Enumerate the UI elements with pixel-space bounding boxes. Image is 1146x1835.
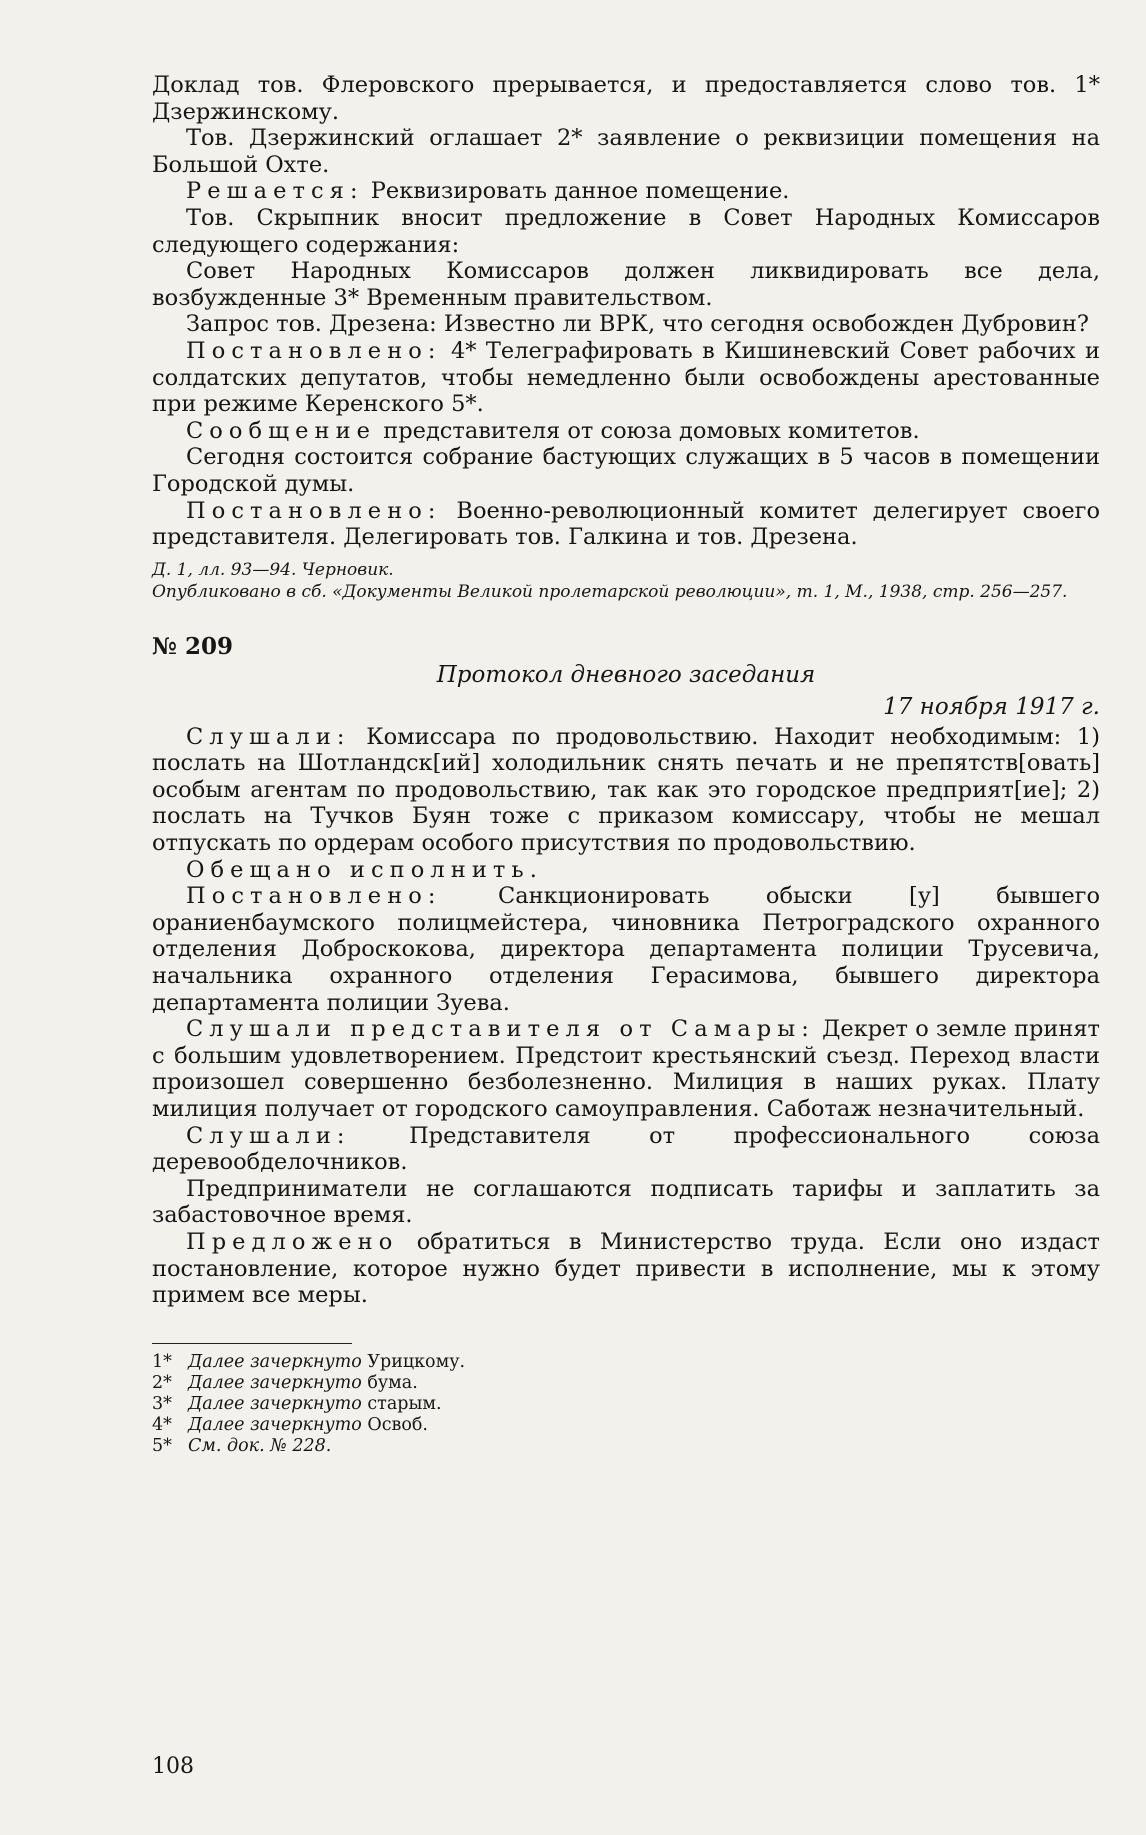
paragraph: Предприниматели не соглашаются подписать тарифы и заплатить за забастовочное время. (152, 1175, 1100, 1229)
footnote: 2* Далее зачеркнуто бума. (152, 1372, 418, 1393)
spaced-lead: Постановлено: (186, 883, 442, 910)
spaced-lead: Слушали: (186, 723, 351, 750)
document-date: 17 ноября 1917 г. (883, 693, 1100, 720)
spaced-lead: Обещано исполнить. (186, 856, 543, 883)
paragraph (152, 857, 1100, 884)
publication-reference: Опубликовано в сб. «Документы Великой пролетарской революции», т. 1, М., 1938, стр. 256—257. (152, 581, 1068, 602)
footnote: 1* Далее зачеркнуто Урицкому. (152, 1351, 466, 1372)
footnote: 4* Далее зачеркнуто Освоб. (152, 1414, 428, 1435)
footnote: 3* Далее зачеркнуто старым. (152, 1393, 442, 1414)
document-number: № 209 (152, 632, 234, 660)
archive-reference: Д. 1, лл. 93—94. Черновик. (152, 559, 394, 580)
spaced-lead: Слушали представителя от Самары: (186, 1016, 815, 1043)
paragraph: Постановлено: 4* Телеграфировать в Кишиневский Совет рабочих и солдатских депутатов, чтобы немедленно были освобождены арестованные при режиме Керенского 5*. (152, 337, 1100, 418)
paragraph: Доклад тов. Флеровского прерывается, и предоставляется слово тов. 1* Дзержинскому. (152, 72, 1100, 125)
footnote: 5* См. док. № 228. (152, 1435, 332, 1456)
spaced-lead: Постановлено: (186, 497, 442, 524)
paragraph: Сообщение представителя от союза домовых комитетов. (186, 417, 920, 444)
paragraph: Слушали: Представителя от профессионального союза деревообделочников. (152, 1122, 1100, 1176)
paragraph: Постановлено: Санкционировать обыски [у] бывшего ораниенбаумского полицмейстера, чиновника Петроградского охранного отделения Доброскокова, директора департамента полиции Трусевича, начальника охранного отделения Герасимова, бывшего директора департамента полиции Зуева. (152, 883, 1100, 1016)
paragraph: Предложено обратиться в Министерство труда. Если оно издаст постановление, которое нужно будет привести в исполнение, мы к этому примем все меры. (152, 1228, 1100, 1309)
paragraph: Сегодня состоится собрание бастующих служащих в 5 часов в помещении Городской думы. (152, 444, 1100, 497)
paragraph: Совет Народных Комиссаров должен ликвидировать все дела, возбужденные 3* Временным правительством. (152, 258, 1100, 311)
page-number: 108 (152, 1754, 194, 1779)
paragraph: Решается: Реквизировать данное помещение. (186, 178, 790, 205)
spaced-lead: Предложено (186, 1228, 399, 1255)
text-column (152, 72, 1100, 1457)
paragraph: Тов. Дзержинский оглашает 2* заявление о реквизиции помещения на Большой Охте. (152, 125, 1100, 178)
paragraph: Тов. Скрыпник вносит предложение в Совет Народных Комиссаров следующего содержания: (152, 204, 1100, 258)
spaced-lead: Решается: (186, 178, 364, 205)
paragraph: Постановлено: Военно-революционный комитет делегирует своего представителя. Делегировать тов. Галкина и тов. Дрезена. (152, 497, 1100, 551)
paragraph: Слушали представителя от Самары: Декрет о земле принят с большим удовлетворением. Предстоит крестьянский съезд. Переход власти произошел совершенно безболезненно. Милиция в наших руках. Плату милиция получает от городского самоуправления. Саботаж незначительный. (152, 1016, 1100, 1122)
spaced-lead: Слушали: (186, 1122, 351, 1149)
spaced-lead: Постановлено: (186, 337, 442, 364)
paragraph: Запрос тов. Дрезена: Известно ли ВРК, что сегодня освобожден Дубровин? (186, 311, 1089, 338)
footnotes (152, 1352, 1100, 1457)
document-title: Протокол дневного заседания (436, 661, 816, 688)
paragraph: Слушали: Комиссара по продовольствию. Находит необходимым: 1) послать на Шотландск[ий] холодильник снять печать и не препятств[овать] особым агентам по продовольствию, так как это городское предприят[ие]; 2) послать на Тучков Буян тоже с приказом комиссару, чтобы не мешал отпускать по ордерам особого присутствия по продовольствию. (152, 723, 1100, 857)
spaced-lead: Сообщение (186, 417, 377, 444)
